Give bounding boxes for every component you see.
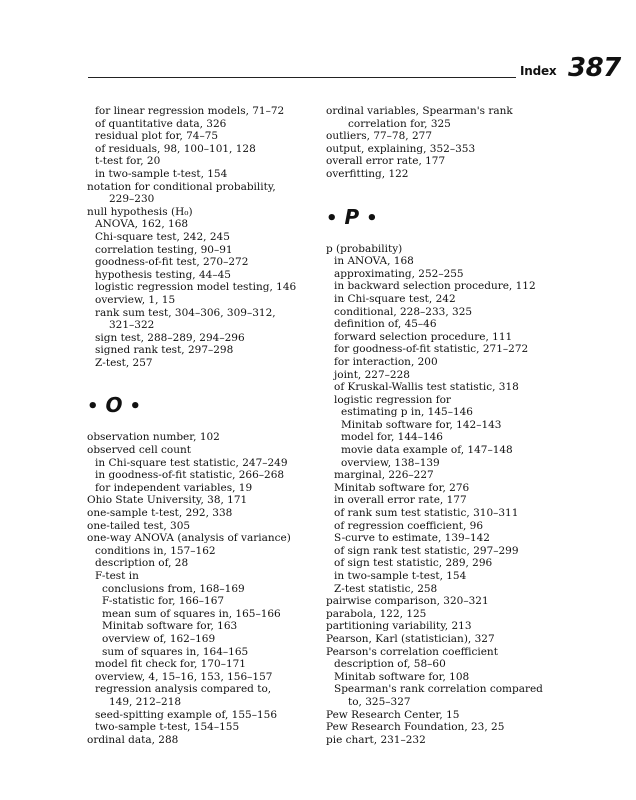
index-entry: 229–230 (109, 193, 155, 206)
index-entry: joint, 227–228 (334, 368, 410, 381)
right-block-2 (326, 243, 551, 747)
index-entry: correlation for, 325 (348, 117, 451, 130)
index-entry: Pearson, Karl (statistician), 327 (326, 632, 495, 645)
index-entry: overview of, 162–169 (102, 632, 216, 645)
heading-bullet: • (366, 207, 378, 229)
heading-letter-p: P (344, 204, 360, 229)
left-block-1 (87, 105, 312, 369)
section-heading-p (326, 205, 551, 231)
index-entry: for independent variables, 19 (95, 481, 253, 494)
page-number: 387 (568, 53, 621, 83)
index-entry: for goodness-of-fit statistic, 271–272 (334, 343, 529, 356)
index-entry: Minitab software for, 108 (334, 670, 470, 683)
index-entry: forward selection procedure, 111 (334, 330, 513, 343)
index-entry: overall error rate, 177 (326, 155, 446, 168)
index-entry: of sign rank test statistic, 297–299 (334, 544, 519, 557)
index-entry: mean sum of squares in, 165–166 (102, 607, 281, 620)
index-entry: ANOVA, 162, 168 (95, 218, 189, 231)
index-entry: in two-sample t-test, 154 (95, 167, 228, 180)
index-entry: observed cell count (87, 444, 191, 457)
header-rule (88, 77, 516, 78)
index-entry: notation for conditional probability, (87, 180, 276, 193)
left-column (87, 105, 312, 746)
index-entry: in Chi-square test statistic, 247–249 (95, 456, 288, 469)
index-entry: partitioning variability, 213 (326, 620, 472, 633)
index-entry: conditions in, 157–162 (95, 544, 216, 557)
index-entry: Ohio State University, 38, 171 (87, 494, 248, 507)
index-entry: model for, 144–146 (341, 431, 443, 444)
right-column (326, 105, 551, 746)
index-entry: ordinal data, 288 (87, 733, 179, 746)
index-entry: hypothesis testing, 44–45 (95, 268, 231, 281)
index-entry: Z-test statistic, 258 (334, 582, 438, 595)
index-entry: 149, 212–218 (109, 695, 182, 708)
index-entry: conclusions from, 168–169 (102, 582, 245, 595)
index-entry: of rank sum test statistic, 310–311 (334, 507, 519, 520)
index-entry: logistic regression model testing, 146 (95, 281, 297, 294)
index-entry: Pearson's correlation coefficient (326, 645, 498, 658)
index-entry: null hypothesis (H₀) (87, 205, 193, 218)
index-entry: p (probability) (326, 242, 403, 255)
index-entry: seed-spitting example of, 155–156 (95, 708, 277, 721)
index-entry: of residuals, 98, 100–101, 128 (95, 142, 256, 155)
index-entry: to, 325–327 (348, 695, 411, 708)
index-entry: approximating, 252–255 (334, 267, 464, 280)
index-entry: Z-test, 257 (95, 356, 153, 369)
index-entry: signed rank test, 297–298 (95, 344, 234, 357)
index-entry: pie chart, 231–232 (326, 733, 426, 746)
index-entry: in overall error rate, 177 (334, 494, 467, 507)
index-entry: of sign test statistic, 289, 296 (334, 557, 493, 570)
index-entry: Chi-square test, 242, 245 (95, 230, 230, 243)
index-entry: parabola, 122, 125 (326, 607, 427, 620)
index-entry: definition of, 45–46 (334, 318, 437, 331)
index-entry: correlation testing, 90–91 (95, 243, 233, 256)
index-entry: for interaction, 200 (334, 355, 438, 368)
index-entry: for linear regression models, 71–72 (95, 105, 285, 117)
index-entry: of quantitative data, 326 (95, 117, 227, 130)
index-entry: description of, 28 (95, 557, 189, 570)
index-entry: of regression coefficient, 96 (334, 519, 483, 532)
index-entry: Spearman's rank correlation compared (334, 683, 543, 696)
heading-bullet: • (326, 207, 338, 229)
index-entry: t-test for, 20 (95, 155, 161, 168)
index-entry: sum of squares in, 164–165 (102, 645, 249, 658)
index-entry: regression analysis compared to, (95, 683, 272, 696)
index-entry: marginal, 226–227 (334, 469, 434, 482)
index-entry: in Chi-square test, 242 (334, 292, 456, 305)
index-entry: conditional, 228–233, 325 (334, 305, 473, 318)
index-entry: sign test, 288–289, 294–296 (95, 331, 245, 344)
index-entry: F-statistic for, 166–167 (102, 595, 225, 608)
index-entry: overview, 1, 15 (95, 293, 176, 306)
index-entry: one-way ANOVA (analysis of variance) (87, 532, 291, 545)
index-entry: residual plot for, 74–75 (95, 130, 219, 143)
index-entry: two-sample t-test, 154–155 (95, 721, 240, 734)
index-entry: model fit check for, 170–171 (95, 658, 246, 671)
index-entry: in goodness-of-fit statistic, 266–268 (95, 469, 285, 482)
index-entry: in two-sample t-test, 154 (334, 570, 467, 582)
heading-bullet: • (87, 396, 99, 418)
section-label: Index (520, 64, 557, 78)
heading-letter-o: O (105, 393, 123, 418)
index-entry: description of, 58–60 (334, 658, 446, 671)
index-entry: overview, 4, 15–16, 153, 156–157 (95, 670, 273, 683)
index-entry: ordinal variables, Spearman's rank (326, 105, 513, 117)
index-entry: Minitab software for, 142–143 (341, 418, 502, 431)
index-entry: observation number, 102 (87, 431, 220, 444)
right-block-1 (326, 105, 551, 181)
section-heading-o (87, 393, 312, 419)
index-entry: overview, 138–139 (341, 456, 440, 469)
index-entry: pairwise comparison, 320–321 (326, 595, 489, 608)
index-entry: F-test in (95, 570, 139, 582)
left-block-2 (87, 431, 312, 746)
index-entry: one-sample t-test, 292, 338 (87, 507, 233, 520)
index-entry: 321–322 (109, 319, 155, 332)
index-entry: overfitting, 122 (326, 167, 409, 180)
index-entry: Pew Research Center, 15 (326, 708, 460, 721)
index-entry: logistic regression for (334, 393, 451, 406)
index-entry: goodness-of-fit test, 270–272 (95, 256, 249, 269)
index-entry: in backward selection procedure, 112 (334, 280, 536, 293)
index-entry: Minitab software for, 276 (334, 481, 470, 494)
index-entry: outliers, 77–78, 277 (326, 130, 433, 143)
index-entry: of Kruskal-Wallis test statistic, 318 (334, 381, 519, 394)
heading-bullet: • (129, 396, 141, 418)
index-entry: estimating p in, 145–146 (341, 406, 473, 419)
index-entry: movie data example of, 147–148 (341, 444, 513, 457)
index-entry: Pew Research Foundation, 23, 25 (326, 721, 505, 734)
index-entry: output, explaining, 352–353 (326, 142, 476, 155)
index-entry: one-tailed test, 305 (87, 519, 191, 532)
index-entry: rank sum test, 304–306, 309–312, (95, 306, 276, 319)
index-entry: Minitab software for, 163 (102, 620, 238, 633)
index-entry: S-curve to estimate, 139–142 (334, 532, 490, 545)
index-entry: in ANOVA, 168 (334, 255, 414, 268)
